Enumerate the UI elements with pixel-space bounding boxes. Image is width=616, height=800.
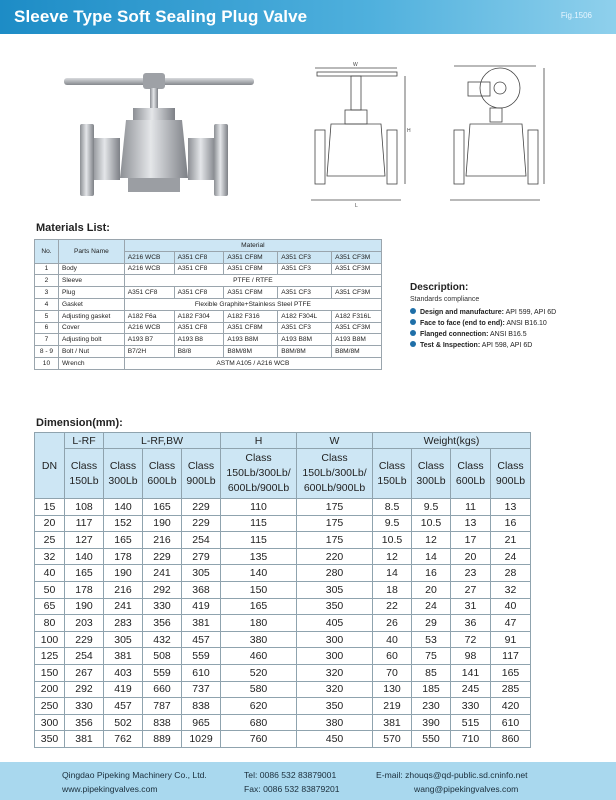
dim-class-cell: Class 150Lb/300Lb/ 600Lb/900Lb [297, 449, 373, 499]
mat-cell: A193 B8M [224, 334, 278, 346]
dim-cell: 203 [65, 615, 104, 632]
mat-no: 4 [35, 298, 59, 310]
dim-cell: 98 [451, 648, 491, 665]
dim-cell: 280 [297, 565, 373, 582]
figure-number: Fig.1506 [560, 11, 592, 20]
mat-cell: A351 CF3 [278, 287, 332, 299]
mat-cell: A351 CF8 [174, 287, 224, 299]
mat-grade: A216 WCB [124, 251, 174, 263]
dim-cell: 405 [297, 615, 373, 632]
dim-cell: 380 [297, 714, 373, 731]
dim-cell: 16 [412, 565, 451, 582]
dim-cell: 305 [104, 631, 143, 648]
materials-row [35, 263, 382, 275]
dim-cell: 419 [104, 681, 143, 698]
dim-cell: 229 [182, 515, 221, 532]
dim-cell: 108 [65, 499, 104, 516]
dim-cell: 229 [65, 631, 104, 648]
mat-cell: A351 CF8M [224, 287, 278, 299]
mat-cell: B7/2H [124, 346, 174, 358]
dim-cell: 889 [143, 731, 182, 748]
dim-class-cell: Class 150Lb [373, 449, 412, 499]
dim-cell: 24 [491, 548, 531, 565]
dim-cell: 787 [143, 698, 182, 715]
dim-cell: 320 [297, 664, 373, 681]
footer-website[interactable]: www.pipekingvalves.com [62, 784, 158, 794]
dim-cell: 330 [65, 698, 104, 715]
dimension-table [34, 432, 531, 748]
bullet-icon [410, 330, 416, 336]
mat-cell: B8M/8M [278, 346, 332, 358]
valve-drawing-front [305, 60, 415, 210]
mat-head-no: No. [35, 240, 59, 264]
mat-cell: Flexible Graphite+Stainless Steel PTFE [124, 298, 381, 310]
dim-cell: 12 [373, 548, 412, 565]
dimension-row [35, 698, 531, 715]
dim-cell: 460 [221, 648, 297, 665]
dim-cell: 457 [104, 698, 143, 715]
drawing-label-h: H [407, 128, 411, 134]
mat-cell: A351 CF3M [332, 287, 382, 299]
dim-cell: 10.5 [412, 515, 451, 532]
dim-class-cell: Class 600Lb [143, 449, 182, 499]
dim-cell: 28 [491, 565, 531, 582]
mat-cell: A193 B7 [124, 334, 174, 346]
mat-part-name: Cover [58, 322, 124, 334]
dim-cell: 20 [412, 581, 451, 598]
dim-cell: 570 [373, 731, 412, 748]
mat-head-parts: Parts Name [58, 240, 124, 264]
dim-dn-cell: 200 [35, 681, 65, 698]
dim-cell: 241 [104, 598, 143, 615]
mat-cell: A182 F304L [278, 310, 332, 322]
dim-cell: 216 [143, 532, 182, 549]
materials-table [34, 239, 382, 370]
dim-cell: 350 [297, 598, 373, 615]
dim-cell: 368 [182, 581, 221, 598]
dim-cell: 550 [412, 731, 451, 748]
mat-grade: A351 CF3 [278, 251, 332, 263]
dim-cell: 450 [297, 731, 373, 748]
dim-cell: 508 [143, 648, 182, 665]
dim-head-lrfbw: L-RF,BW [104, 433, 221, 449]
dim-head-h: H [221, 433, 297, 449]
mat-grade: A351 CF3M [332, 251, 382, 263]
dim-cell: 75 [412, 648, 451, 665]
mat-head-material: Material [124, 240, 381, 252]
dimension-row [35, 631, 531, 648]
dim-dn-cell: 250 [35, 698, 65, 715]
materials-row [35, 298, 382, 310]
dim-cell: 190 [104, 565, 143, 582]
mat-cell: A193 B8M [332, 334, 382, 346]
dim-cell: 762 [104, 731, 143, 748]
footer-fax: Fax: 0086 532 83879201 [244, 784, 340, 794]
dim-class-cell: Class 600Lb [451, 449, 491, 499]
dim-cell: 320 [297, 681, 373, 698]
dimension-row [35, 515, 531, 532]
dim-cell: 559 [182, 648, 221, 665]
dim-cell: 21 [491, 532, 531, 549]
dim-cell: 20 [451, 548, 491, 565]
dim-cell: 127 [65, 532, 104, 549]
dim-cell: 760 [221, 731, 297, 748]
mat-part-name: Plug [58, 287, 124, 299]
dim-cell: 403 [104, 664, 143, 681]
footer-email[interactable]: E-mail: zhouqs@qd-public.sd.cninfo.net [376, 770, 528, 780]
dim-cell: 115 [221, 515, 297, 532]
materials-row [35, 287, 382, 299]
dim-class-cell: Class 150Lb/300Lb/ 600Lb/900Lb [221, 449, 297, 499]
dim-cell: 27 [451, 581, 491, 598]
materials-row [35, 346, 382, 358]
dim-cell: 14 [373, 565, 412, 582]
dim-cell: 175 [297, 499, 373, 516]
dim-dn-cell: 125 [35, 648, 65, 665]
dim-cell: 381 [373, 714, 412, 731]
bullet-icon [410, 319, 416, 325]
materials-heading: Materials List: [36, 222, 110, 234]
dim-class-cell: Class 900Lb [182, 449, 221, 499]
dim-class-cell: Class 150Lb [65, 449, 104, 499]
materials-header-row [35, 240, 382, 252]
dim-cell: 300 [297, 631, 373, 648]
footer-email-secondary[interactable]: wang@pipekingvalves.com [414, 784, 519, 794]
dimension-row [35, 731, 531, 748]
mat-no: 7 [35, 334, 59, 346]
dimension-group-row [35, 433, 531, 449]
description-subtitle: Standards compliance [410, 296, 480, 303]
dim-cell: 254 [65, 648, 104, 665]
dim-cell: 8.5 [373, 499, 412, 516]
mat-cell: A182 F316L [332, 310, 382, 322]
dim-cell: 838 [143, 714, 182, 731]
page-header [0, 0, 616, 34]
dim-cell: 72 [451, 631, 491, 648]
dim-cell: 580 [221, 681, 297, 698]
dim-cell: 254 [182, 532, 221, 549]
description-item: Design and manufacture: API 599, API 6D [410, 307, 610, 318]
mat-cell: A351 CF8 [124, 287, 174, 299]
dimension-row [35, 681, 531, 698]
dim-head-w: W [297, 433, 373, 449]
materials-row [35, 310, 382, 322]
dim-dn-cell: 100 [35, 631, 65, 648]
dim-cell: 300 [297, 648, 373, 665]
dim-cell: 330 [143, 598, 182, 615]
description-item: Face to face (end to end): ANSI B16.10 [410, 318, 610, 329]
dim-cell: 70 [373, 664, 412, 681]
dim-cell: 18 [373, 581, 412, 598]
mat-part-name: Adjusting gasket [58, 310, 124, 322]
dimension-row [35, 499, 531, 516]
mat-cell: A216 WCB [124, 322, 174, 334]
dim-cell: 559 [143, 664, 182, 681]
dim-class-cell: Class 300Lb [412, 449, 451, 499]
dim-cell: 432 [143, 631, 182, 648]
dim-cell: 140 [221, 565, 297, 582]
dim-cell: 350 [297, 698, 373, 715]
dim-cell: 838 [182, 698, 221, 715]
dim-cell: 230 [412, 698, 451, 715]
dim-cell: 16 [491, 515, 531, 532]
footer-tel: Tel: 0086 532 83879001 [244, 770, 337, 780]
dim-cell: 229 [182, 499, 221, 516]
dim-head-dn: DN [35, 433, 65, 499]
dim-cell: 241 [143, 565, 182, 582]
dim-cell: 710 [451, 731, 491, 748]
mat-no: 3 [35, 287, 59, 299]
dim-cell: 190 [65, 598, 104, 615]
mat-part-name: Sleeve [58, 275, 124, 287]
dim-dn-cell: 150 [35, 664, 65, 681]
dim-dn-cell: 20 [35, 515, 65, 532]
dim-cell: 229 [143, 548, 182, 565]
mat-cell: A351 CF8M [224, 263, 278, 275]
drawing-label-l: L [355, 203, 358, 209]
mat-part-name: Body [58, 263, 124, 275]
mat-cell: A216 WCB [124, 263, 174, 275]
dim-dn-cell: 80 [35, 615, 65, 632]
dim-head-lrf: L-RF [65, 433, 104, 449]
dim-cell: 419 [182, 598, 221, 615]
mat-cell: A193 B8M [278, 334, 332, 346]
drawing-label-w: W [353, 62, 358, 68]
dimension-row [35, 615, 531, 632]
mat-cell: A182 F6a [124, 310, 174, 322]
dim-cell: 53 [412, 631, 451, 648]
mat-cell: B8/8 [174, 346, 224, 358]
dim-cell: 305 [182, 565, 221, 582]
mat-part-name: Bolt / Nut [58, 346, 124, 358]
materials-row [35, 322, 382, 334]
dimension-row [35, 664, 531, 681]
materials-row [35, 357, 382, 369]
dim-cell: 175 [297, 515, 373, 532]
dimension-class-row [35, 449, 531, 499]
mat-cell: B8M/8M [332, 346, 382, 358]
dim-cell: 17 [451, 532, 491, 549]
dimension-row [35, 548, 531, 565]
dim-cell: 32 [491, 581, 531, 598]
dim-dn-cell: 65 [35, 598, 65, 615]
dimension-row [35, 648, 531, 665]
dim-cell: 23 [451, 565, 491, 582]
dim-cell: 356 [143, 615, 182, 632]
dim-cell: 91 [491, 631, 531, 648]
description-block [410, 282, 610, 351]
dim-cell: 381 [65, 731, 104, 748]
description-item: Flanged connection: ANSI B16.5 [410, 329, 610, 340]
description-title: Description: [410, 282, 469, 293]
dim-cell: 390 [412, 714, 451, 731]
dim-class-cell: Class 900Lb [491, 449, 531, 499]
dim-dn-cell: 25 [35, 532, 65, 549]
description-item: Test & Inspection: API 598, API 6D [410, 340, 610, 351]
dim-dn-cell: 50 [35, 581, 65, 598]
dim-cell: 29 [412, 615, 451, 632]
dim-cell: 680 [221, 714, 297, 731]
dim-cell: 178 [65, 581, 104, 598]
bullet-icon [410, 341, 416, 347]
dim-cell: 515 [451, 714, 491, 731]
product-illustrations [0, 38, 616, 208]
dim-cell: 140 [104, 499, 143, 516]
dim-cell: 11 [451, 499, 491, 516]
dim-cell: 175 [297, 532, 373, 549]
mat-cell: PTFE / RTFE [124, 275, 381, 287]
mat-part-name: Adjusting bolt [58, 334, 124, 346]
dim-cell: 165 [104, 532, 143, 549]
dim-cell: 860 [491, 731, 531, 748]
dim-cell: 283 [104, 615, 143, 632]
dim-cell: 26 [373, 615, 412, 632]
dim-cell: 420 [491, 698, 531, 715]
dim-cell: 610 [182, 664, 221, 681]
dim-cell: 356 [65, 714, 104, 731]
mat-cell: A182 F304 [174, 310, 224, 322]
mat-cell: B8M/8M [224, 346, 278, 358]
dim-cell: 13 [451, 515, 491, 532]
dim-cell: 380 [221, 631, 297, 648]
dim-cell: 279 [182, 548, 221, 565]
dim-cell: 24 [412, 598, 451, 615]
page-footer [0, 762, 616, 800]
dim-dn-cell: 350 [35, 731, 65, 748]
dim-class-cell: Class 300Lb [104, 449, 143, 499]
dim-cell: 40 [373, 631, 412, 648]
dim-cell: 9.5 [373, 515, 412, 532]
dim-cell: 115 [221, 532, 297, 549]
dim-cell: 12 [412, 532, 451, 549]
dim-cell: 965 [182, 714, 221, 731]
dim-cell: 190 [143, 515, 182, 532]
dim-cell: 117 [65, 515, 104, 532]
mat-no: 10 [35, 357, 59, 369]
dim-cell: 502 [104, 714, 143, 731]
dim-cell: 9.5 [412, 499, 451, 516]
dim-cell: 660 [143, 681, 182, 698]
dim-dn-cell: 15 [35, 499, 65, 516]
mat-cell: A351 CF8 [174, 263, 224, 275]
dimension-row [35, 581, 531, 598]
materials-row [35, 275, 382, 287]
mat-cell: A182 F316 [224, 310, 278, 322]
dim-cell: 60 [373, 648, 412, 665]
mat-cell: ASTM A105 / A216 WCB [124, 357, 381, 369]
dimension-heading: Dimension(mm): [36, 417, 123, 429]
bullet-icon [410, 308, 416, 314]
dim-cell: 216 [104, 581, 143, 598]
dim-cell: 165 [491, 664, 531, 681]
dim-cell: 165 [65, 565, 104, 582]
mat-cell: A351 CF3M [332, 322, 382, 334]
dim-cell: 219 [373, 698, 412, 715]
dimension-row [35, 714, 531, 731]
dim-cell: 135 [221, 548, 297, 565]
dim-cell: 1029 [182, 731, 221, 748]
mat-no: 8 - 9 [35, 346, 59, 358]
dimension-row [35, 532, 531, 549]
valve-photo [58, 58, 258, 208]
mat-cell: A351 CF8M [224, 322, 278, 334]
dim-cell: 620 [221, 698, 297, 715]
dim-cell: 381 [104, 648, 143, 665]
mat-grade: A351 CF8 [174, 251, 224, 263]
dim-cell: 185 [412, 681, 451, 698]
dim-cell: 292 [143, 581, 182, 598]
dim-cell: 36 [451, 615, 491, 632]
dim-cell: 267 [65, 664, 104, 681]
mat-part-name: Wrench [58, 357, 124, 369]
dim-cell: 520 [221, 664, 297, 681]
mat-no: 1 [35, 263, 59, 275]
mat-cell: A351 CF3M [332, 263, 382, 275]
mat-cell: A351 CF8 [174, 322, 224, 334]
dim-cell: 141 [451, 664, 491, 681]
dimension-row [35, 598, 531, 615]
dim-cell: 220 [297, 548, 373, 565]
dim-cell: 130 [373, 681, 412, 698]
mat-no: 6 [35, 322, 59, 334]
dim-cell: 13 [491, 499, 531, 516]
dim-cell: 178 [104, 548, 143, 565]
dim-cell: 140 [65, 548, 104, 565]
dim-dn-cell: 40 [35, 565, 65, 582]
dimension-row [35, 565, 531, 582]
dim-head-weight: Weight(kgs) [373, 433, 531, 449]
page-title: Sleeve Type Soft Sealing Plug Valve [14, 7, 308, 26]
dim-cell: 40 [491, 598, 531, 615]
dim-cell: 14 [412, 548, 451, 565]
dim-cell: 31 [451, 598, 491, 615]
dim-dn-cell: 32 [35, 548, 65, 565]
dim-cell: 117 [491, 648, 531, 665]
mat-cell: A351 CF3 [278, 322, 332, 334]
dim-cell: 180 [221, 615, 297, 632]
dim-cell: 85 [412, 664, 451, 681]
materials-row [35, 334, 382, 346]
mat-no: 5 [35, 310, 59, 322]
mat-cell: A193 B8 [174, 334, 224, 346]
mat-grade: A351 CF8M [224, 251, 278, 263]
dim-cell: 737 [182, 681, 221, 698]
dim-cell: 22 [373, 598, 412, 615]
dim-cell: 457 [182, 631, 221, 648]
dim-cell: 165 [143, 499, 182, 516]
dim-dn-cell: 300 [35, 714, 65, 731]
dim-cell: 47 [491, 615, 531, 632]
mat-no: 2 [35, 275, 59, 287]
dim-cell: 10.5 [373, 532, 412, 549]
dim-cell: 110 [221, 499, 297, 516]
dim-cell: 165 [221, 598, 297, 615]
dim-cell: 292 [65, 681, 104, 698]
dim-cell: 245 [451, 681, 491, 698]
dim-cell: 330 [451, 698, 491, 715]
dim-cell: 381 [182, 615, 221, 632]
dim-cell: 305 [297, 581, 373, 598]
footer-company: Qingdao Pipeking Machinery Co., Ltd. [62, 770, 207, 780]
dim-cell: 285 [491, 681, 531, 698]
dim-cell: 150 [221, 581, 297, 598]
dim-cell: 610 [491, 714, 531, 731]
dim-cell: 152 [104, 515, 143, 532]
mat-part-name: Gasket [58, 298, 124, 310]
mat-cell: A351 CF3 [278, 263, 332, 275]
valve-drawing-gear [440, 60, 550, 210]
